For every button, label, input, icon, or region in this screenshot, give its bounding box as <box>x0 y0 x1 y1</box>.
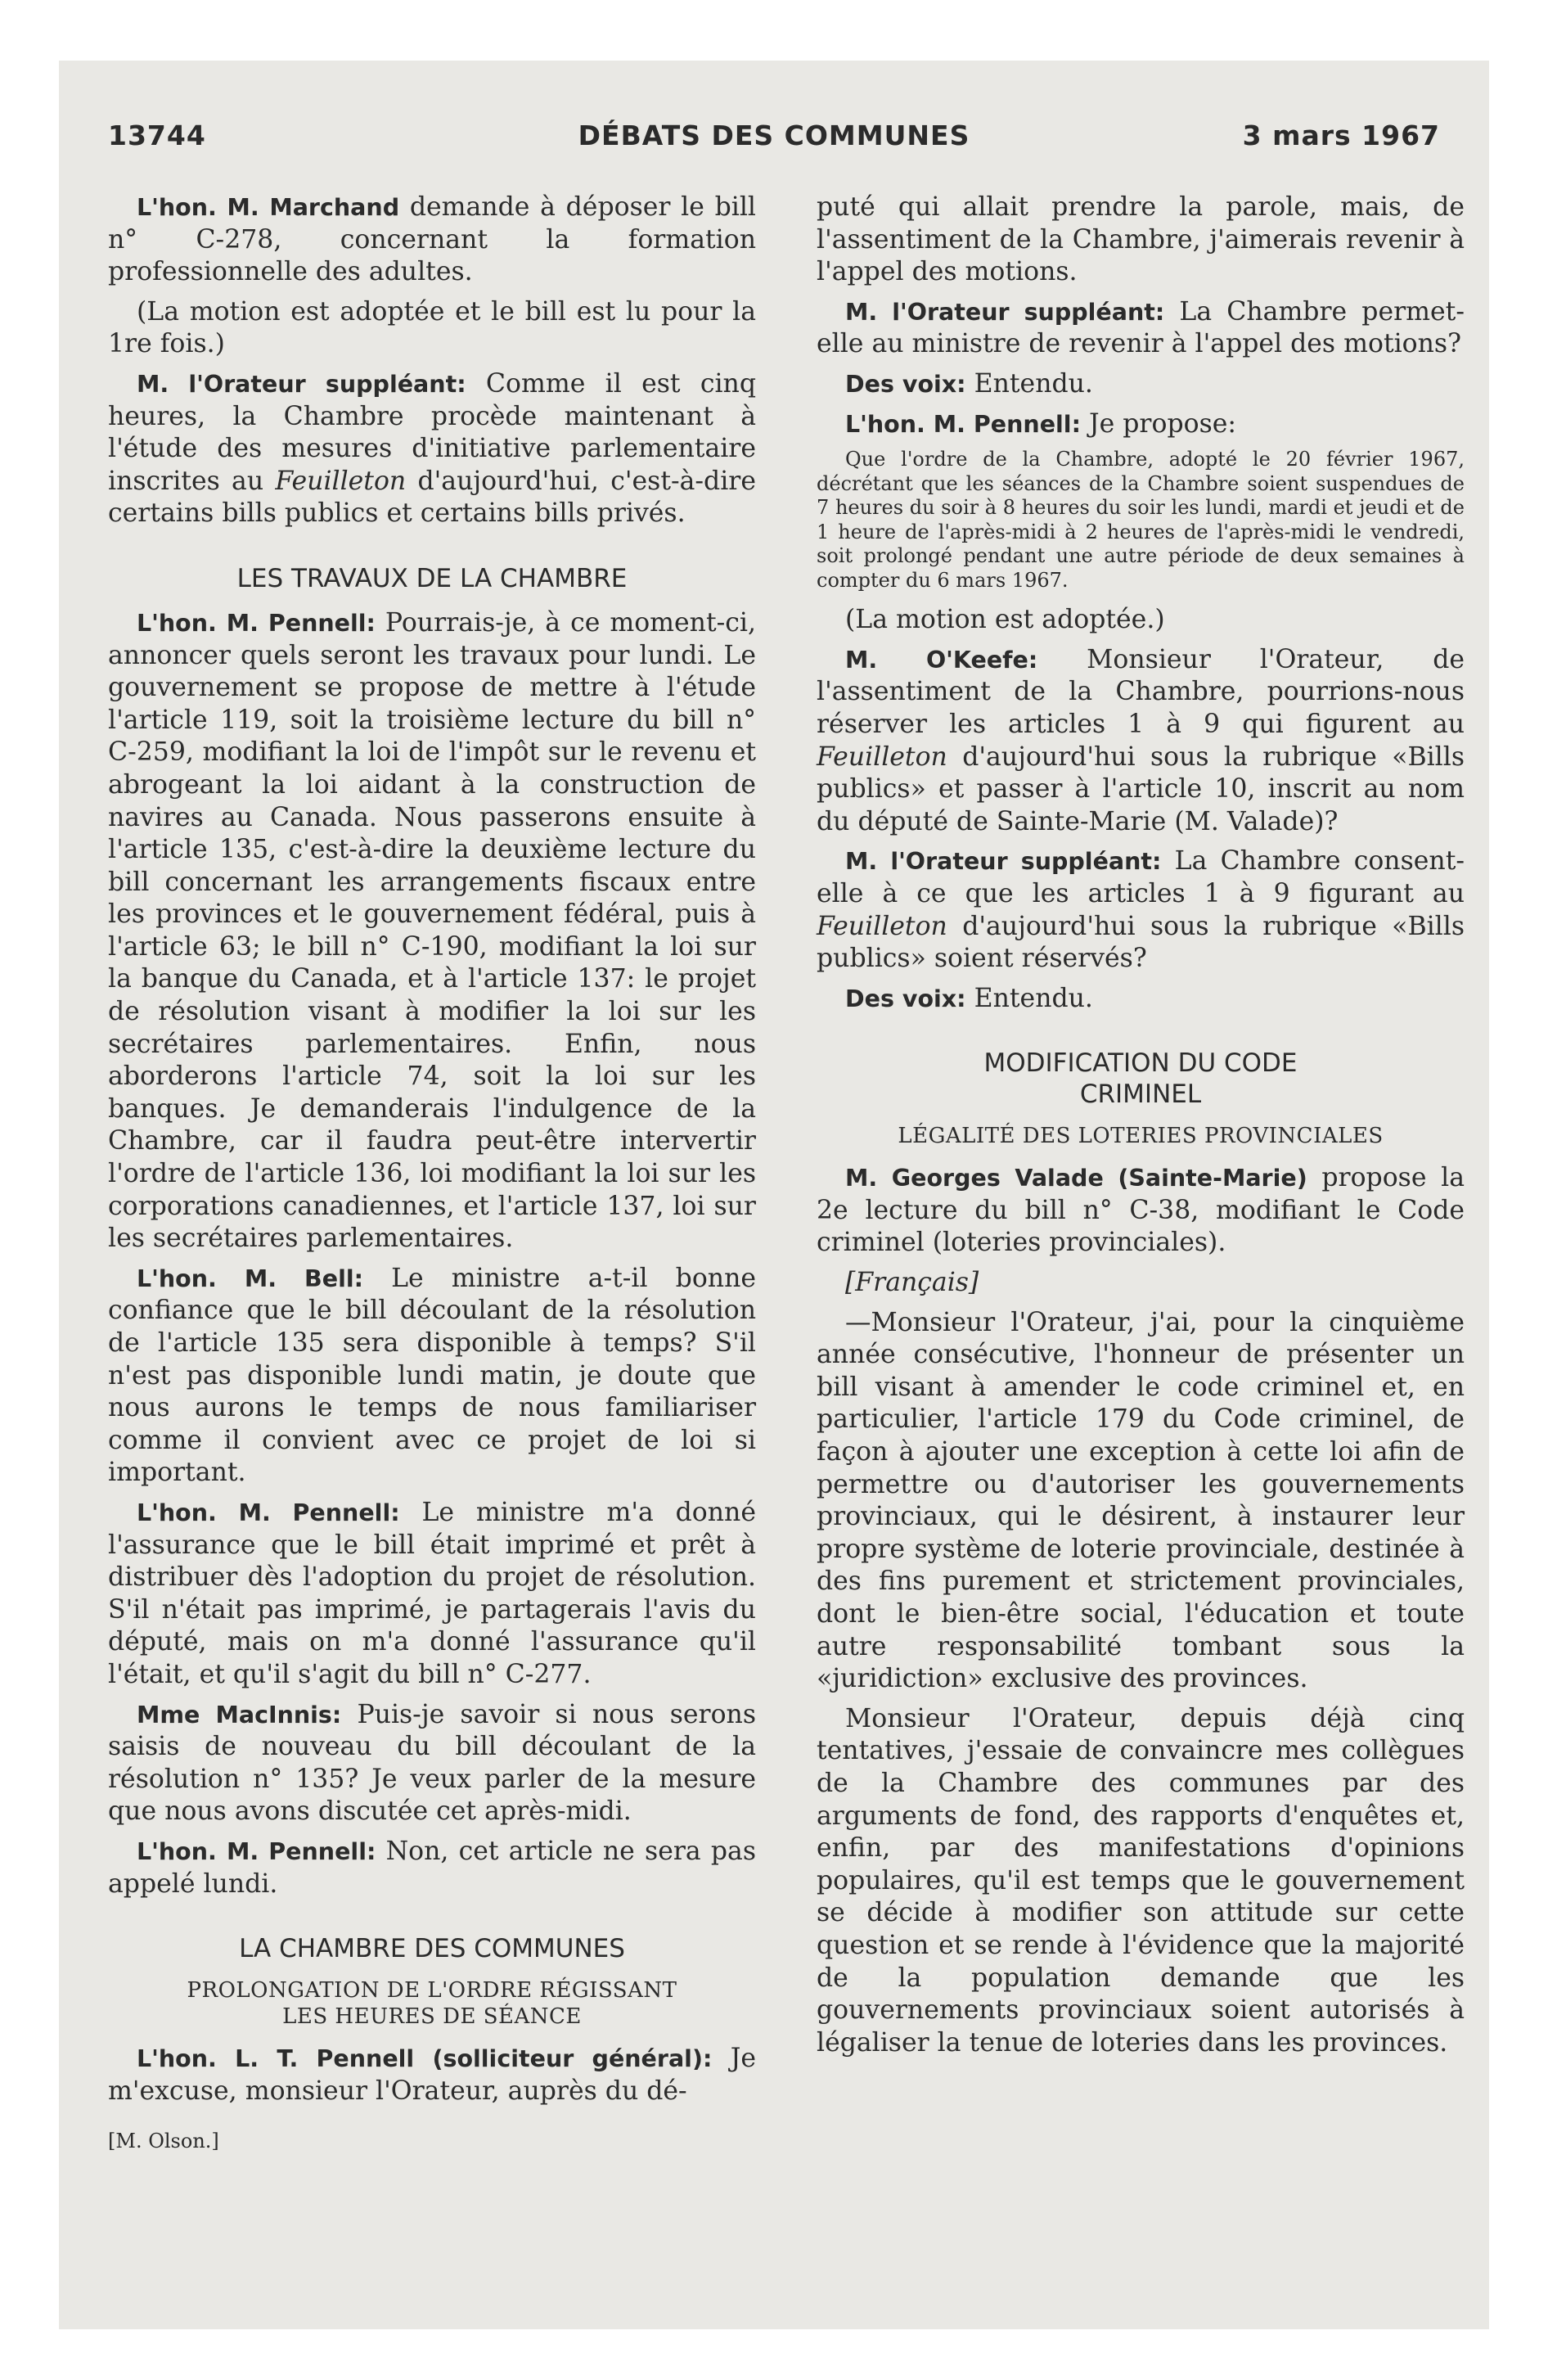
italic-term: Feuilleton <box>275 466 407 496</box>
speaker-name: M. l'Orateur suppléant: <box>137 370 466 398</box>
speech-text: Entendu. <box>965 368 1093 399</box>
paragraph <box>108 1263 756 1490</box>
paragraph: —Monsieur l'Orateur, j'ai, pour la cinquième année consécutive, l'honneur de présenter un bill visant à amender le code criminel et, en particulier, l'article 179 du Code criminel, de façon à ajouter une exception à cette loi afin de permettre ou d'autoriser les gouvernements provinciaux, qui le désirent, à instaurer leur propre système de loterie provinciale, destinée à des fins purement et strictement provinciales, dont le bien-être social, l'éducation et toute autre responsabilité tombant sous la «juridiction» exclusive des provinces. <box>817 1307 1465 1694</box>
speaker-name: L'hon. M. Pennell: <box>845 410 1081 438</box>
right-column <box>817 192 1465 2067</box>
speech-text: Comme il est cinq heures, la Chambre procède maintenant à l'étude des mesures d'initiative parlementaire inscrites au <box>108 368 756 496</box>
left-column <box>108 192 756 2158</box>
page-number: 13744 <box>108 119 206 151</box>
speaker-name: M. l'Orateur suppléant: <box>845 848 1162 876</box>
paragraph <box>817 983 1465 1016</box>
language-marker: [Français] <box>845 1268 979 1298</box>
section-subheading <box>108 1977 756 2030</box>
speaker-name: M. l'Orateur suppléant: <box>845 298 1165 326</box>
speaker-name: Des voix: <box>845 370 966 398</box>
speech-text: Non, cet article ne sera pas appelé lundi. <box>108 1836 756 1899</box>
speech-text: d'aujourd'hui, c'est-à-dire certains bills publics et certains bills privés. <box>108 466 756 529</box>
subheading-line: PROLONGATION DE L'ORDRE RÉGISSANT <box>187 1978 677 2004</box>
speaker-name: M. O'Keefe: <box>845 646 1038 674</box>
speech-text: Le ministre m'a donné l'assurance que le bill était imprimé et prêt à distribuer dès l'adoption du projet de résolution. S'il n'était pas imprimé, je partagerais l'avis du député, mais on m'a donné l'assurance qu'il l'était, et qu'il s'agit du bill n° C-277. <box>108 1497 756 1689</box>
speaker-name: Mme MacInnis: <box>137 1701 342 1729</box>
paragraph <box>108 368 756 530</box>
procedural-note: (La motion est adoptée et le bill est lu pour la 1re fois.) <box>108 296 756 359</box>
speech-text: d'aujourd'hui sous la rubrique «Bills publics» et passer à l'article 10, inscrit au nom du député de Sainte-Marie (M. Valade)? <box>817 741 1465 836</box>
heading-line: CRIMINEL <box>1079 1080 1202 1110</box>
page-header <box>108 119 1440 169</box>
speech-text: d'aujourd'hui sous la rubrique «Bills publics» soient réservés? <box>817 911 1465 974</box>
paragraph <box>817 296 1465 361</box>
speaker-name: Des voix: <box>845 985 966 1012</box>
paragraph <box>108 1699 756 1828</box>
speech-text: La Chambre consent-elle à ce que les articles 1 à 9 figurant au <box>817 846 1465 908</box>
paragraph: Monsieur l'Orateur, depuis déjà cinq tentatives, j'essaie de convaincre mes collègues de la Chambre des communes par des arguments de fond, des rapports d'enquêtes et, enfin, par des manifestations d'opinions populaires, qu'il est temps que le gouvernement se décide à modifier son attitude sur cette question et se rende à l'évidence que la majorité de la population demande que les gouvernements provinciaux soient autorisés à légaliser la tenue de loteries dans les provinces. <box>817 1703 1465 2058</box>
speaker-name: L'hon. M. Pennell: <box>137 1499 400 1526</box>
speech-text: Je m'excuse, monsieur l'Orateur, auprès du dé- <box>108 2044 756 2106</box>
paragraph <box>108 607 756 1255</box>
italic-term: Feuilleton <box>817 741 947 772</box>
section-heading <box>817 1048 1465 1110</box>
paragraph <box>108 1836 756 1900</box>
section-heading: LES TRAVAUX DE LA CHAMBRE <box>236 563 628 593</box>
paragraph <box>817 408 1465 441</box>
speech-text: propose la 2e lecture du bill n° C-38, modifiant le Code criminel (loteries provinciales). <box>817 1163 1465 1258</box>
italic-term: Feuilleton <box>817 911 947 941</box>
paragraph <box>817 368 1465 401</box>
section-heading: LA CHAMBRE DES COMMUNES <box>239 1934 625 1964</box>
subheading-line: LES HEURES DE SÉANCE <box>282 2004 582 2030</box>
quoted-motion: Que l'ordre de la Chambre, adopté le 20 février 1967, décrétant que les séances de la Chambre soient suspendues de 7 heures du soir à 8 heures du soir les lundi, mardi et jeudi et de 1 heure de l'après-midi à 2 heures de l'après-midi le vendredi, soit prolongé pendant une autre période de deux semaines à compter du 6 mars 1967. <box>817 448 1465 592</box>
speech-text: Monsieur l'Orateur, de l'assentiment de la Chambre, pourrions-nous réserver les articles 1 à 9 qui figurent au <box>817 644 1465 739</box>
paragraph <box>817 644 1465 839</box>
paragraph <box>108 2043 756 2107</box>
section-subheading: LÉGALITÉ DES LOTERIES PROVINCIALES <box>898 1124 1384 1149</box>
paragraph <box>108 192 756 289</box>
page-date: 3 mars 1967 <box>1242 119 1440 151</box>
paragraph <box>817 845 1465 975</box>
speech-text: Le ministre a-t-il bonne confiance que le bill découlant de la résolution de l'article 135 sera disponible à temps? S'il n'est pas disponible lundi matin, je doute que nous aurons le temps de nous familiariser comme il convient avec ce projet de loi si important. <box>108 1263 756 1488</box>
speech-text: Je propose: <box>1080 408 1236 439</box>
heading-line: MODIFICATION DU CODE <box>983 1048 1298 1079</box>
paragraph-continued: puté qui allait prendre la parole, mais, de l'assentiment de la Chambre, j'aimerais revenir à l'appel des motions. <box>817 192 1465 287</box>
speech-text: Entendu. <box>965 983 1093 1013</box>
speaker-footnote: [M. Olson.] <box>108 2130 219 2153</box>
document-page <box>59 61 1489 2329</box>
speaker-name: L'hon. M. Bell: <box>137 1264 364 1292</box>
speech-text: La Chambre permet-elle au ministre de revenir à l'appel des motions? <box>817 296 1465 359</box>
paragraph <box>817 1162 1465 1260</box>
procedural-note: (La motion est adoptée.) <box>845 605 1165 635</box>
speaker-name: L'hon. M. Pennell: <box>137 609 376 637</box>
speaker-name: L'hon. M. Marchand <box>137 194 400 221</box>
paragraph <box>108 1497 756 1692</box>
speaker-name: M. Georges Valade (Sainte-Marie) <box>845 1165 1307 1192</box>
page-title: DÉBATS DES COMMUNES <box>578 119 970 151</box>
speaker-name: L'hon. L. T. Pennell (solliciteur général): <box>137 2045 713 2073</box>
speech-text: demande à déposer le bill n° C-278, concernant la formation professionnelle des adultes. <box>108 192 756 287</box>
speech-text: Pourrais-je, à ce moment-ci, annoncer quels seront les travaux pour lundi. Le gouvernement se propose de mettre à l'étude l'article 119, soit la troisième lecture du bill n° C-259, modifiant la loi de l'impôt sur le revenu et abrogeant la loi aidant à la construction de navires au Canada. Nous passerons ensuite à l'article 135, c'est-à-dire la deuxième lecture du bill concernant les arrangements fiscaux entre les provinces et le gouvernement fédéral, puis à l'article 63; le bill n° C-190, modifiant la loi sur la banque du Canada, et à l'article 137: le projet de résolution visant à modifier la loi sur les secrétaires parlementaires. Enfin, nous aborderons l'article 74, soit la loi sur les banques. Je demanderais l'indulgence de la Chambre, car il faudra peut-être intervertir l'ordre de l'article 136, loi modifiant la loi sur les corporations canadiennes, et l'article 137, loi sur les secrétaires parlementaires. <box>108 607 757 1254</box>
speech-text: Puis-je savoir si nous serons saisis de nouveau du bill découlant de la résolution n° 135? Je veux parler de la mesure que nous avons discutée cet après-midi. <box>108 1699 757 1827</box>
speaker-name: L'hon. M. Pennell: <box>137 1837 376 1865</box>
